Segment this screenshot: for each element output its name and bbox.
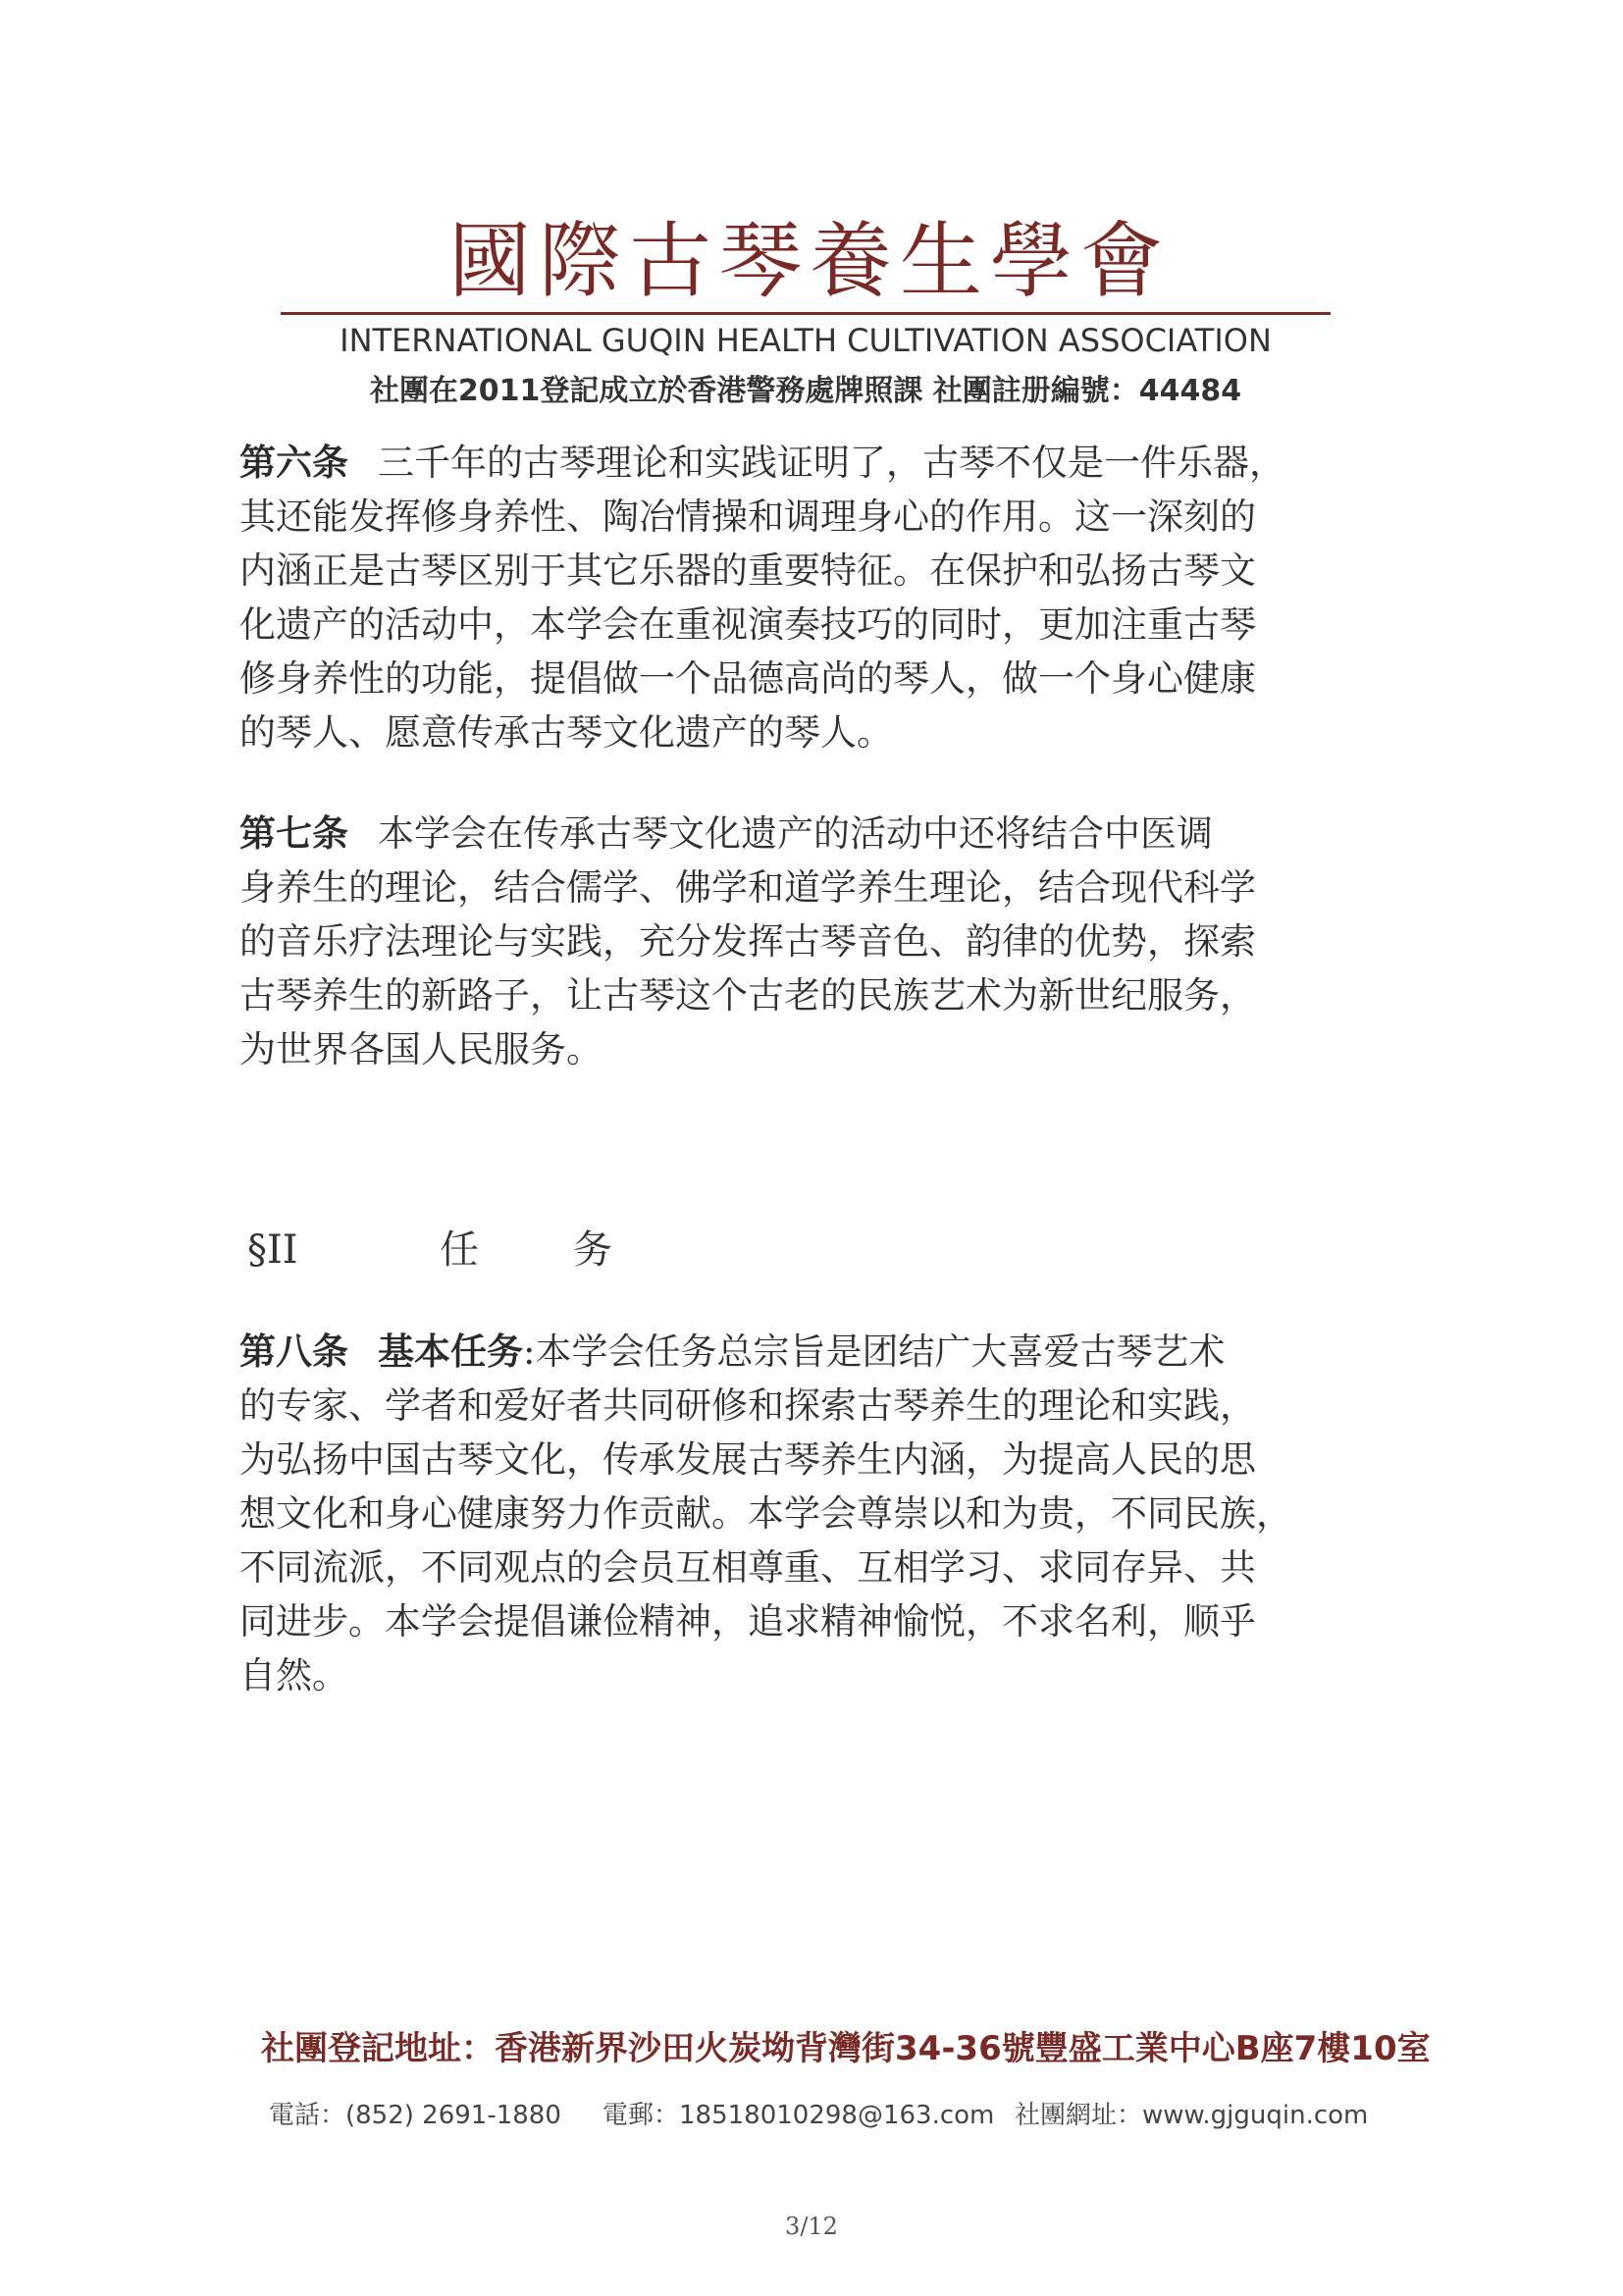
article-7 [239,807,1407,1076]
association-english-name: INTERNATIONAL GUQIN HEALTH CULTIVATION ASSOCIATION [340,322,1272,359]
footer-phone: 電話：(852) 2691-1880 [269,2101,561,2130]
article-text: 三千年的古琴理论和实践证明了，古琴不仅是一件乐器， [378,442,1285,484]
article-label: 第八条 [239,1331,348,1373]
article-line: 的音乐疗法理论与实践，充分发挥古琴音色、韵律的优势，探索 [239,920,1256,963]
article-line: 不同流派，不同观点的会员互相尊重、互相学习、求同存异、共 [239,1546,1256,1589]
article-8 [239,1325,1407,1702]
article-line: 身养生的理论，结合儒学、佛学和道学养生理论，结合现代科学 [239,866,1256,909]
article-line: 化遗产的活动中，本学会在重视演奏技巧的同时，更加注重古琴 [239,603,1256,646]
footer-email: 電郵：18518010298@163.com [602,2101,995,2130]
article-line: 为世界各国人民服务。 [239,1028,602,1070]
article-6 [239,436,1407,759]
article-line: 自然。 [239,1654,348,1696]
article-line: 想文化和身心健康努力作贡献。本学会尊崇以和为贵，不同民族， [239,1492,1292,1535]
header-divider [281,312,1331,315]
article-line: 为弘扬中国古琴文化，传承发展古琴养生内涵，为提高人民的思 [239,1438,1256,1481]
section-title-char: 务 [573,1227,612,1273]
article-line: 古琴养生的新路子，让古琴这个古老的民族艺术为新世纪服务， [239,974,1256,1017]
article-line: 修身养性的功能，提倡做一个品德高尚的琴人，做一个身心健康 [239,657,1256,700]
article-label: 第六条 [239,442,348,484]
association-title: 國際古琴養生學會 [447,213,1171,309]
section-title-char: 任 [440,1227,479,1273]
article-line: 同进步。本学会提倡谦俭精神，追求精神愉悦，不求名利，顺乎 [239,1600,1256,1643]
article-line: 其还能发挥修身养性、陶冶情操和调理身心的作用。这一深刻的 [239,496,1256,538]
article-line: 的琴人、愿意传承古琴文化遗产的琴人。 [239,711,893,754]
article-line: 的专家、学者和爱好者共同研修和探索古琴养生的理论和实践， [239,1384,1256,1427]
footer-website: 社團網址：www.gjguqin.com [1015,2101,1369,2130]
article-line: 内涵正是古琴区别于其它乐器的重要特征。在保护和弘扬古琴文 [239,549,1256,592]
section-number: §II [247,1227,298,1273]
article-text: 本学会在传承古琴文化遗产的活动中还将结合中医调 [378,812,1213,855]
article-label: 第七条 [239,812,348,855]
footer-address: 社團登記地址：香港新界沙田火炭坳背灣街34-36號豐盛工業中心B座7樓10室 [261,2029,1431,2068]
article-sublabel: 基本任务 [378,1331,523,1373]
article-text: :本学会任务总宗旨是团结广大喜爱古琴艺术 [523,1331,1226,1373]
article-line [239,807,1407,861]
page-number: 3/12 [785,2213,838,2240]
article-line [239,436,1407,490]
section-heading [247,1223,707,1278]
registration-info: 社團在2011登記成立於香港警務處牌照課 社團註册編號：44484 [369,374,1242,408]
article-line [239,1325,1407,1379]
